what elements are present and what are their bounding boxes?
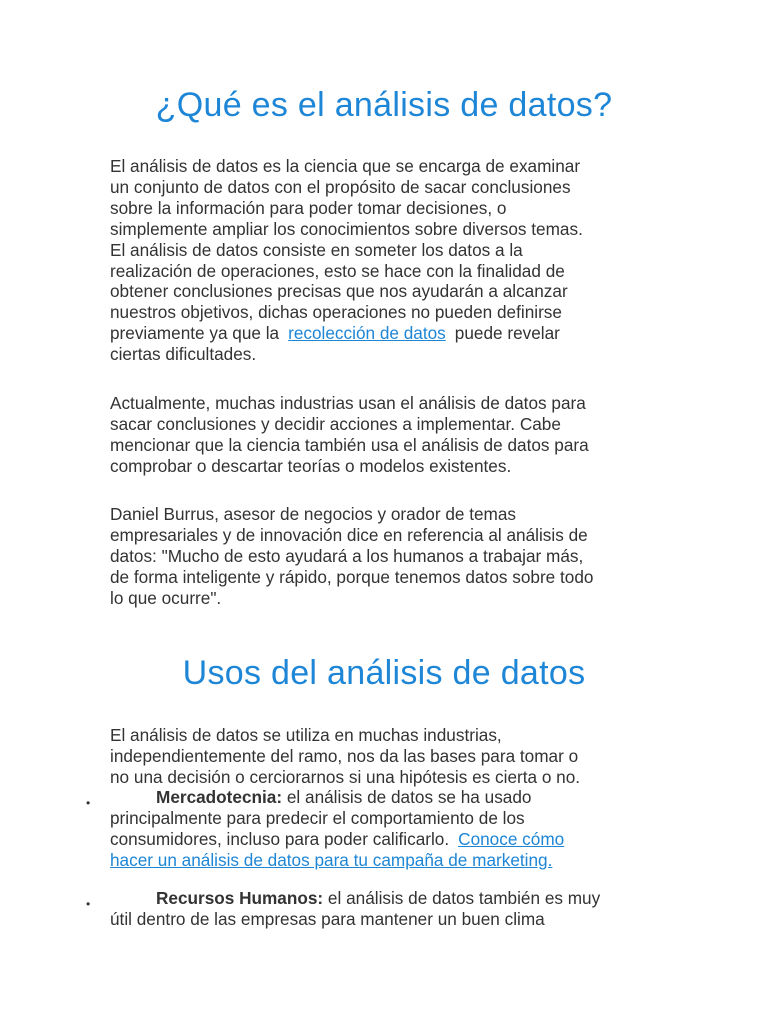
text-line-link (110, 850, 670, 871)
text-line: El análisis de datos consiste en someter los datos a la (110, 239, 523, 260)
paragraph-quote (110, 504, 670, 609)
text-line: nuestros objetivos, dichas operaciones no pueden definirse (110, 302, 562, 323)
text-line: El análisis de datos es la ciencia que se encarga de examinar (110, 156, 581, 176)
text-fragment: el análisis de datos se ha usado (282, 787, 532, 807)
text-line: datos: "Mucho de esto ayudará a los humanos a trabajar más, (110, 545, 584, 566)
paragraph-usos-intro (110, 725, 670, 788)
bullet-icon: • (86, 897, 91, 911)
bullet-icon: • (86, 796, 91, 810)
text-line: lo que ocurre". (110, 587, 222, 608)
text-line: realización de operaciones, esto se hace con la finalidad de (110, 260, 565, 281)
text-line: empresariales y de innovación dice en referencia al análisis de (110, 524, 588, 545)
text-fragment: consumidores, incluso para poder calificarlo. (110, 828, 450, 849)
text-line: independientemente del ramo, nos da las bases para tomar o (110, 745, 579, 766)
text-line-with-link (110, 829, 670, 850)
text-line: útil dentro de las empresas para mantener un buen clima (110, 908, 545, 929)
text-line: un conjunto de datos con el propósito de sacar conclusiones (110, 176, 571, 197)
text-line: Actualmente, muchas industrias usan el análisis de datos para (110, 393, 586, 413)
text-line: obtener conclusiones precisas que nos ayudarán a alcanzar (110, 281, 568, 302)
text-line (110, 888, 670, 909)
text-fragment: el análisis de datos también es muy (323, 888, 601, 908)
recoleccion-de-datos-link[interactable]: recolección de datos (288, 323, 446, 344)
text-line-with-link (110, 323, 670, 344)
text-line: sacar conclusiones y decidir acciones a implementar. Cabe (110, 413, 561, 434)
text-line (110, 787, 670, 808)
text-line: sobre la información para poder tomar decisiones, o (110, 197, 507, 218)
section-heading-usos: Usos del análisis de datos (182, 654, 586, 692)
text-line: mencionar que la ciencia también usa el análisis de datos para (110, 434, 589, 455)
text-fragment: puede revelar (454, 323, 560, 344)
text-line: no una decisión o cerciorarnos si una hipótesis es cierta o no. (110, 766, 581, 787)
text-line: de forma inteligente y rápido, porque tenemos datos sobre todo (110, 566, 594, 587)
text-fragment: previamente ya que la (110, 323, 280, 344)
paragraph-industries (110, 393, 670, 477)
text-line: Daniel Burrus, asesor de negocios y orador de temas (110, 504, 517, 524)
marketing-analysis-link[interactable]: Conoce cómo (458, 828, 565, 849)
text-line: ciertas dificultades. (110, 344, 257, 365)
item-title: Mercadotecnia: (156, 787, 283, 807)
section-heading-que-es: ¿Qué es el análisis de datos? (155, 86, 613, 124)
item-title: Recursos Humanos: (156, 888, 324, 908)
text-line: El análisis de datos se utiliza en muchas industrias, (110, 725, 502, 745)
list-item-recursos-humanos (110, 888, 670, 930)
text-line: simplemente ampliar los conocimientos sobre diversos temas. (110, 218, 583, 239)
list-item-mercadotecnia (110, 787, 670, 871)
marketing-analysis-link-continued[interactable]: hacer un análisis de datos para tu campaña de marketing. (110, 849, 553, 870)
text-line: comprobar o descartar teorías o modelos existentes. (110, 455, 512, 476)
paragraph-definition (110, 156, 670, 365)
text-line: principalmente para predecir el comportamiento de los (110, 807, 525, 828)
